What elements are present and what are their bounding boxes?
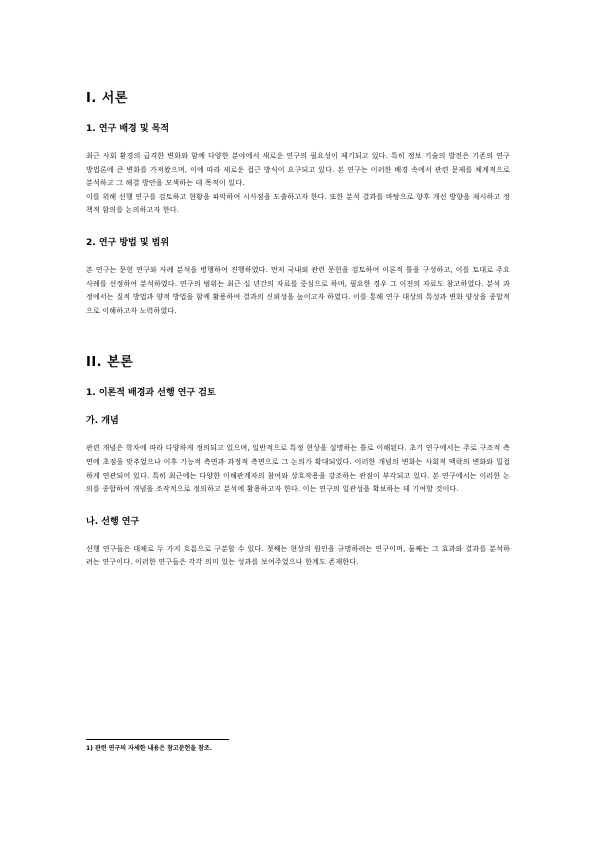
subsection [86, 414, 510, 496]
paragraph-group [86, 442, 510, 496]
paragraph-group [86, 543, 510, 570]
subsection-heading: 나. 선행 연구 [86, 516, 140, 527]
subsection [86, 515, 510, 570]
footnote: 1) 관련 연구의 자세한 내용은 참고문헌을 참조. [86, 745, 213, 752]
subsection [86, 122, 510, 218]
section-1 [86, 90, 510, 318]
subsection-heading: 가. 개념 [86, 416, 119, 427]
section-2 [86, 354, 510, 570]
paragraph: 최근 사회 환경의 급격한 변화와 함께 다양한 분야에서 새로운 연구의 필요성이 제기되고 있다. 특히 정보 기술의 발전은 기존의 연구 방법론에 큰 변화를 가져왔으며, 이에 따라 새로운 접근 방식이 요구되고 있다. 본 연구는 이러한 배경 속에서 관련 문제를 체계적으로 분석하고 그 해결 방안을 모색하는 데 목적이 있다. [86, 152, 510, 188]
section-heading: II. 본론 [86, 355, 134, 371]
subsection-heading: 2. 연구 방법 및 범위 [86, 237, 170, 248]
document-body [86, 90, 510, 588]
paragraph: 선행 연구들은 대체로 두 가지 흐름으로 구분할 수 있다. 첫째는 현상의 원인을 규명하려는 연구이며, 둘째는 그 효과와 결과를 분석하려는 연구이다. 이러한 연구들은 각각 의미 있는 성과를 보여주었으나 한계도 존재한다. [86, 544, 510, 567]
subsection [86, 386, 510, 400]
paragraph: 이를 위해 선행 연구를 검토하고 현황을 파악하여 시사점을 도출하고자 한다. 또한 분석 결과를 바탕으로 향후 개선 방향을 제시하고 정책적 함의를 논의하고자 한다. [86, 192, 510, 215]
subsection [86, 236, 510, 318]
paragraph: 본 연구는 문헌 연구와 사례 분석을 병행하여 진행하였다. 먼저 국내외 관련 문헌을 검토하여 이론적 틀을 구성하고, 이를 토대로 주요 사례를 선정하여 분석하였다. 연구의 범위는 최근 십 년간의 자료를 중심으로 하며, 필요한 경우 그 이전의 자료도 참고하였다. 분석 과정에서는 질적 방법과 양적 방법을 함께 활용하여 결과의 신뢰성을 높이고자 하였다. 이를 통해 연구 대상의 특성과 변화 양상을 종합적으로 이해하고자 노력하였다. [86, 265, 510, 315]
paragraph-group [86, 150, 510, 218]
footnote-divider [86, 739, 229, 740]
subsection-heading: 1. 이론적 배경과 선행 연구 검토 [86, 388, 216, 399]
paragraph-group [86, 264, 510, 318]
paragraph: 관련 개념은 학자에 따라 다양하게 정의되고 있으며, 일반적으로 특정 현상을 설명하는 틀로 이해된다. 초기 연구에서는 주로 구조적 측면에 초점을 맞추었으나 이후 기능적 측면과 과정적 측면으로 그 논의가 확대되었다. 이러한 개념의 변화는 사회적 맥락의 변화와 밀접하게 연관되어 있다. 특히 최근에는 다양한 이해관계자의 참여와 상호작용을 강조하는 관점이 부각되고 있다. 본 연구에서는 이러한 논의를 종합하여 개념을 조작적으로 정의하고 분석에 활용하고자 한다. 이는 연구의 일관성을 확보하는 데 기여할 것이다. [86, 444, 510, 494]
section-heading: I. 서론 [86, 91, 128, 106]
subsection-heading: 1. 연구 배경 및 목적 [86, 124, 170, 134]
